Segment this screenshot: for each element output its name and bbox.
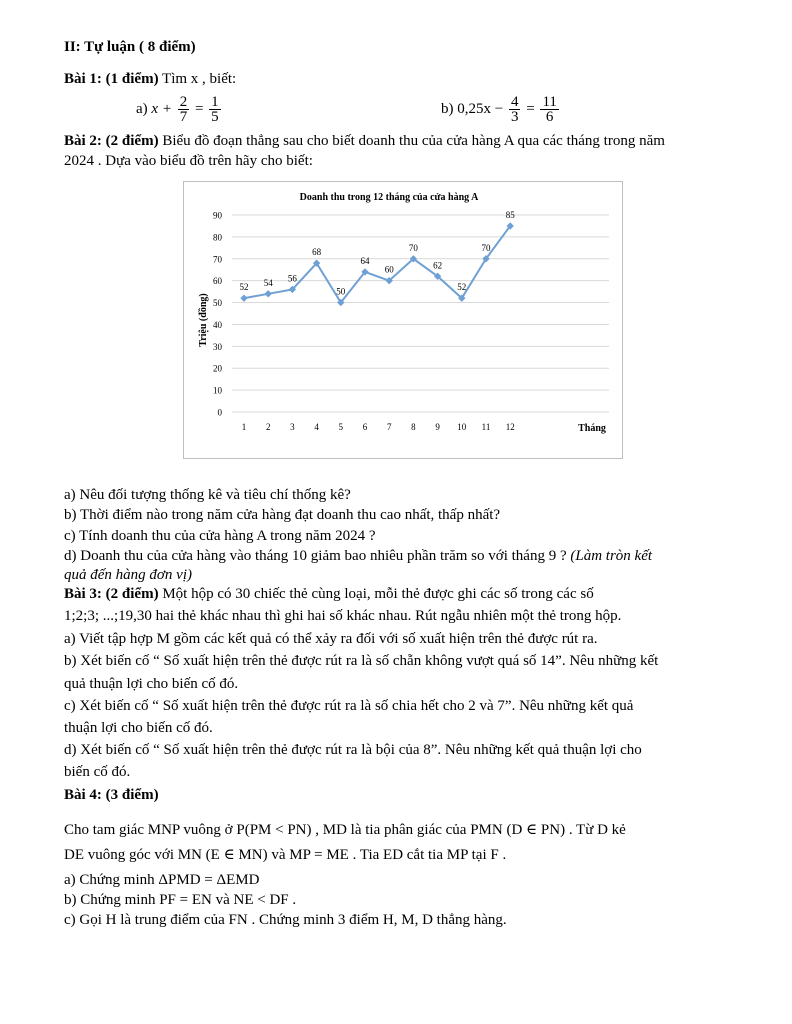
chart-ylabel: Triệu (đồng) — [198, 293, 209, 347]
b1-b-frac2 — [540, 95, 558, 124]
data-label: 62 — [433, 260, 443, 271]
x-tick-label: 7 — [386, 422, 392, 432]
data-label: 70 — [408, 242, 418, 253]
b1-b-expr: 0,25x − — [457, 101, 504, 117]
b3-line7: thuận lợi cho biến cố đó. — [64, 720, 213, 736]
y-tick-label: 90 — [213, 210, 222, 221]
y-tick-label: 40 — [213, 319, 222, 330]
data-point — [240, 295, 247, 302]
b4-pa: a) Chứng minh ΔPMD = ΔEMD — [64, 872, 260, 888]
b4-head: Bài 4: (3 điểm) — [64, 787, 159, 803]
x-tick-label: 8 — [411, 422, 416, 432]
data-label: 68 — [312, 247, 322, 258]
data-label: 64 — [360, 255, 370, 266]
x-tick-label: 9 — [435, 422, 440, 432]
y-tick-label: 30 — [213, 341, 222, 352]
y-tick-label: 10 — [213, 385, 222, 396]
data-label: 56 — [287, 273, 297, 284]
chart-svg — [184, 182, 622, 458]
b1-text: Tìm x , biết: — [158, 71, 237, 87]
b1-b-label: b) — [441, 101, 454, 117]
b1-a-num2: 1 — [211, 94, 219, 111]
b1-a-frac2 — [209, 95, 221, 124]
b4-pb: b) Chứng minh PF = EN và NE < DF . — [64, 892, 297, 908]
b2-qc: c) Tính doanh thu của cửa hàng A trong năm 2024 ? — [64, 528, 376, 544]
data-label: 50 — [336, 286, 346, 297]
x-tick-label: 10 — [457, 422, 467, 432]
b2-qd-note: (Làm tròn kết — [570, 548, 653, 564]
x-tick-label: 12 — [505, 422, 515, 432]
b3-line1 — [64, 585, 594, 603]
section-title: II: Tự luận ( 8 điểm) — [64, 39, 196, 55]
x-tick-label: 11 — [481, 422, 491, 432]
data-point — [265, 290, 272, 297]
b3-line2: 1;2;3; ...;19,30 hai thẻ khác nhau thì ghi hai số khác nhau. Rút ngẫu nhiên một thẻ trong hộp. — [64, 608, 622, 624]
b3-line4: b) Xét biến cố “ Số xuất hiện trên thẻ được rút ra là số chẵn không vượt quá số 14”. Nêu những kết — [64, 653, 659, 669]
chart-xlabel: Tháng — [578, 423, 606, 434]
x-tick-label: 4 — [314, 422, 319, 432]
y-tick-label: 70 — [213, 254, 222, 265]
b1-a-den2: 5 — [211, 109, 219, 126]
b1-b-num1: 4 — [510, 94, 519, 111]
b1-b-den1: 3 — [510, 109, 519, 126]
b2-qd-text: d) Doanh thu của cửa hàng vào tháng 10 giảm bao nhiêu phần trăm so với tháng 9 ? — [64, 548, 571, 564]
b1-b-frac1 — [509, 95, 521, 124]
y-tick-label: 0 — [217, 407, 222, 418]
series-line — [244, 226, 510, 303]
b1-a — [136, 92, 223, 126]
x-tick-label: 5 — [338, 422, 344, 432]
b2-line1 — [64, 132, 665, 150]
b2-qb: b) Thời điểm nào trong năm cửa hàng đạt doanh thu cao nhất, thấp nhất? — [64, 507, 501, 523]
b1-a-label: a) — [136, 101, 148, 117]
b1-a-x: x + — [151, 101, 172, 117]
b3-line9: biến cố đó. — [64, 764, 131, 780]
b1-b-den2: 6 — [545, 109, 554, 126]
b4-pc: c) Gọi H là trung điểm của FN . Chứng minh 3 điểm H, M, D thẳng hàng. — [64, 912, 507, 928]
b1-b-num2: 11 — [542, 94, 557, 111]
b1-intro — [64, 70, 236, 88]
b1-b-eq: = — [526, 101, 535, 117]
y-tick-label: 20 — [213, 363, 222, 374]
data-label: 60 — [384, 264, 394, 275]
b2-line2: 2024 . Dựa vào biểu đồ trên hãy cho biết: — [64, 153, 313, 169]
b1-head: Bài 1: (1 điểm) — [64, 71, 159, 87]
b1-b — [441, 92, 561, 126]
x-tick-label: 1 — [241, 422, 247, 432]
b1-a-den1: 7 — [179, 109, 188, 126]
b2-qa: a) Nêu đối tượng thống kê và tiêu chí thống kê? — [64, 487, 351, 503]
y-tick-label: 60 — [213, 276, 222, 287]
b2-qd-line2: quả đến hàng đơn vị) — [64, 567, 192, 583]
data-label: 85 — [505, 209, 515, 220]
b3-line5: quả thuận lợi cho biến cố đó. — [64, 676, 239, 692]
b3-line3: a) Viết tập hợp M gồm các kết quả có thể xảy ra đối với số xuất hiện trên thẻ được rút ra. — [64, 631, 598, 647]
b3-line6: c) Xét biến cố “ Số xuất hiện trên thẻ được rút ra là số chia hết cho 2 và 7”. Nêu những kết quả — [64, 698, 634, 714]
x-tick-label: 3 — [290, 422, 295, 432]
data-label: 70 — [481, 242, 491, 253]
y-tick-label: 50 — [213, 298, 222, 309]
b4-p1: Cho tam giác MNP vuông ở P(PM < PN) , MD là tia phân giác của PMN (D ∈ PN) . Từ D kẻ — [64, 822, 626, 838]
b3-head: Bài 3: (2 điểm) — [64, 586, 159, 602]
y-tick-label: 80 — [213, 232, 222, 243]
chart-title: Doanh thu trong 12 tháng của cửa hàng A — [299, 192, 479, 203]
b1-a-eq: = — [194, 101, 204, 117]
x-tick-label: 2 — [265, 422, 271, 432]
b3-line8: d) Xét biến cố “ Số xuất hiện trên thẻ được rút ra là bội của 8”. Nêu những kết quả thuận lợi cho — [64, 742, 642, 758]
b3-text1: Một hộp có 30 chiếc thẻ cùng loại, mỗi thẻ được ghi các số trong các số — [158, 586, 594, 602]
b4-p2: DE vuông góc với MN (E ∈ MN) và MP = ME . Tia ED cắt tia MP tại F . — [64, 847, 507, 863]
data-label: 52 — [239, 282, 249, 293]
b2-text1: Biểu đồ đoạn thẳng sau cho biết doanh thu của cửa hàng A qua các tháng trong năm — [158, 133, 665, 149]
x-tick-label: 6 — [362, 422, 368, 432]
b2-head: Bài 2: (2 điểm) — [64, 133, 159, 149]
data-label: 54 — [263, 277, 273, 288]
b1-a-num1: 2 — [179, 94, 188, 111]
b1-a-frac1 — [178, 95, 190, 124]
data-label: 52 — [457, 282, 467, 293]
b2-qd-line1 — [64, 547, 652, 565]
revenue-chart — [183, 181, 623, 459]
